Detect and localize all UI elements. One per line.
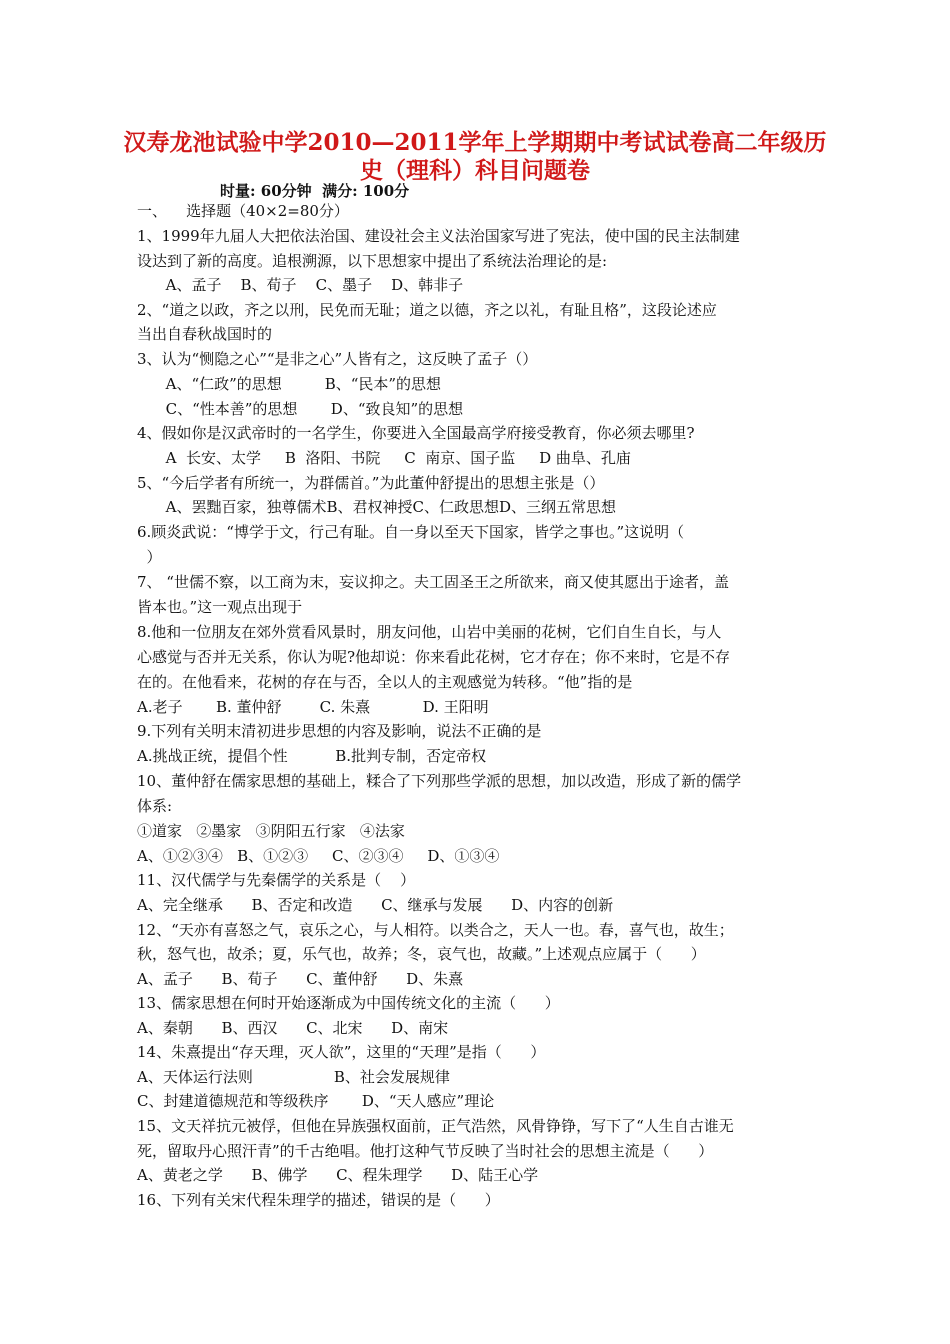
text-line: A.老子 B. 董仲舒 C. 朱熹 D. 王阳明: [137, 698, 489, 716]
text-line: 在的。在他看来，花树的存在与否，全以人的主观感觉为转移。“他”指的是: [137, 673, 633, 691]
exam-title-line-1: 汉寿龙池试验中学2010—2011学年上学期期中考试试卷高二年级历: [123, 129, 827, 156]
text-line: 9.下列有关明末清初进步思想的内容及影响，说法不正确的是: [137, 722, 542, 740]
text-line: ）: [137, 548, 162, 566]
text-line: 11、汉代儒学与先秦儒学的关系是（ ）: [137, 871, 416, 889]
text-line: 7、 “世儒不察，以工商为末，妄议抑之。夫工固圣王之所欲来，商又使其愿出于途者，盖: [137, 573, 729, 591]
text-line: 设达到了新的高度。追根溯源，以下思想家中提出了系统法治理论的是:: [137, 252, 608, 270]
text-line: A、孟子 B、荀子 C、董仲舒 D、朱熹: [137, 970, 464, 988]
text-line: 10、董仲舒在儒家思想的基础上，糅合了下列那些学派的思想，加以改造，形成了新的儒学: [137, 772, 742, 790]
text-line: 16、下列有关宋代程朱理学的描述，错误的是（ ）: [137, 1191, 500, 1209]
text-line: A、孟子 B、荀子 C、墨子 D、韩非子: [137, 276, 464, 294]
text-line: 14、朱熹提出“存天理，灭人欲”，这里的“天理”是指（ ）: [137, 1043, 546, 1061]
text-line: 1、1999年九届人大把依法治国、建设社会主义法治国家写进了宪法，使中国的民主法制建: [137, 227, 740, 245]
text-line: 13、儒家思想在何时开始逐渐成为中国传统文化的主流（ ）: [137, 994, 560, 1012]
text-line: 6.顾炎武说：“博学于文，行己有耻。自一身以至天下国家，皆学之事也。”这说明（: [137, 523, 685, 541]
text-line: A、黄老之学 B、佛学 C、程朱理学 D、陆王心学: [137, 1166, 539, 1184]
exam-time-and-score: 时量: 60分钟 满分: 100分: [220, 182, 410, 200]
text-line: 3、认为“恻隐之心”“是非之心”人皆有之，这反映了孟子（）: [137, 350, 538, 368]
text-line: 当出自春秋战国时的: [137, 325, 273, 343]
text-line: 皆本也。”这一观点出现于: [137, 598, 303, 616]
text-line: A、完全继承 B、否定和改造 C、继承与发展 D、内容的创新: [137, 896, 614, 914]
text-line: 2、“道之以政，齐之以刑，民免而无耻；道之以德，齐之以礼，有耻且格”，这段论述应: [137, 301, 717, 319]
text-line: 12、“天亦有喜怒之气，哀乐之心，与人相符。以类合之，天人一也。春，喜气也，故生；: [137, 921, 734, 939]
text-line: 8.他和一位朋友在郊外赏看风景时，朋友问他，山岩中美丽的花树，它们自生自长，与人: [137, 623, 722, 641]
text-line: 秋，怒气也，故杀；夏，乐气也，故养；冬，哀气也，故藏。”上述观点应属于（ ）: [137, 945, 706, 963]
text-line: A、秦朝 B、西汉 C、北宋 D、南宋: [137, 1019, 449, 1037]
text-line: A、天体运行法则 B、社会发展规律: [137, 1068, 450, 1086]
text-line: A、①②③④ B、①②③ C、②③④ D、①③④: [137, 847, 500, 865]
text-line: A、“仁政”的思想 B、“民本”的思想: [137, 375, 442, 393]
text-line: A 长安、太学 B 洛阳、书院 C 南京、国子监 D 曲阜、孔庙: [137, 449, 631, 467]
text-line: C、“性本善”的思想 D、“致良知”的思想: [137, 400, 464, 418]
text-line: 15、文天祥抗元被俘，但他在异族强权面前，正气浩然，风骨铮铮，写下了“人生自古谁无: [137, 1117, 734, 1135]
text-line: 体系:: [137, 797, 173, 815]
text-line: C、封建道德规范和等级秩序 D、“天人感应”理论: [137, 1092, 495, 1110]
text-line: A.挑战正统，提倡个性 B.批判专制，否定帝权: [137, 747, 487, 765]
text-line: 4、假如你是汉武帝时的一名学生，你要进入全国最高学府接受教育，你必须去哪里?: [137, 424, 695, 442]
text-line: 心感觉与否并无关系，你认为呢?他却说：你来看此花树，它才存在；你不来时，它是不存: [137, 648, 731, 666]
exam-title-line-2: 史（理科）科目问题卷: [360, 157, 590, 184]
text-line: 死，留取丹心照汗青”的千古绝唱。他打这种气节反映了当时社会的思想主流是（ ）: [137, 1142, 714, 1160]
text-line: A、罢黜百家，独尊儒术B、君权神授C、仁政思想D、三纲五常思想: [137, 498, 616, 516]
text-line: 一、 选择题（40×2=80分）: [137, 202, 349, 220]
text-line: 5、“今后学者有所统一，为群儒首。”为此董仲舒提出的思想主张是（）: [137, 474, 605, 492]
text-line: ①道家 ②墨家 ③阴阳五行家 ④法家: [137, 822, 405, 840]
